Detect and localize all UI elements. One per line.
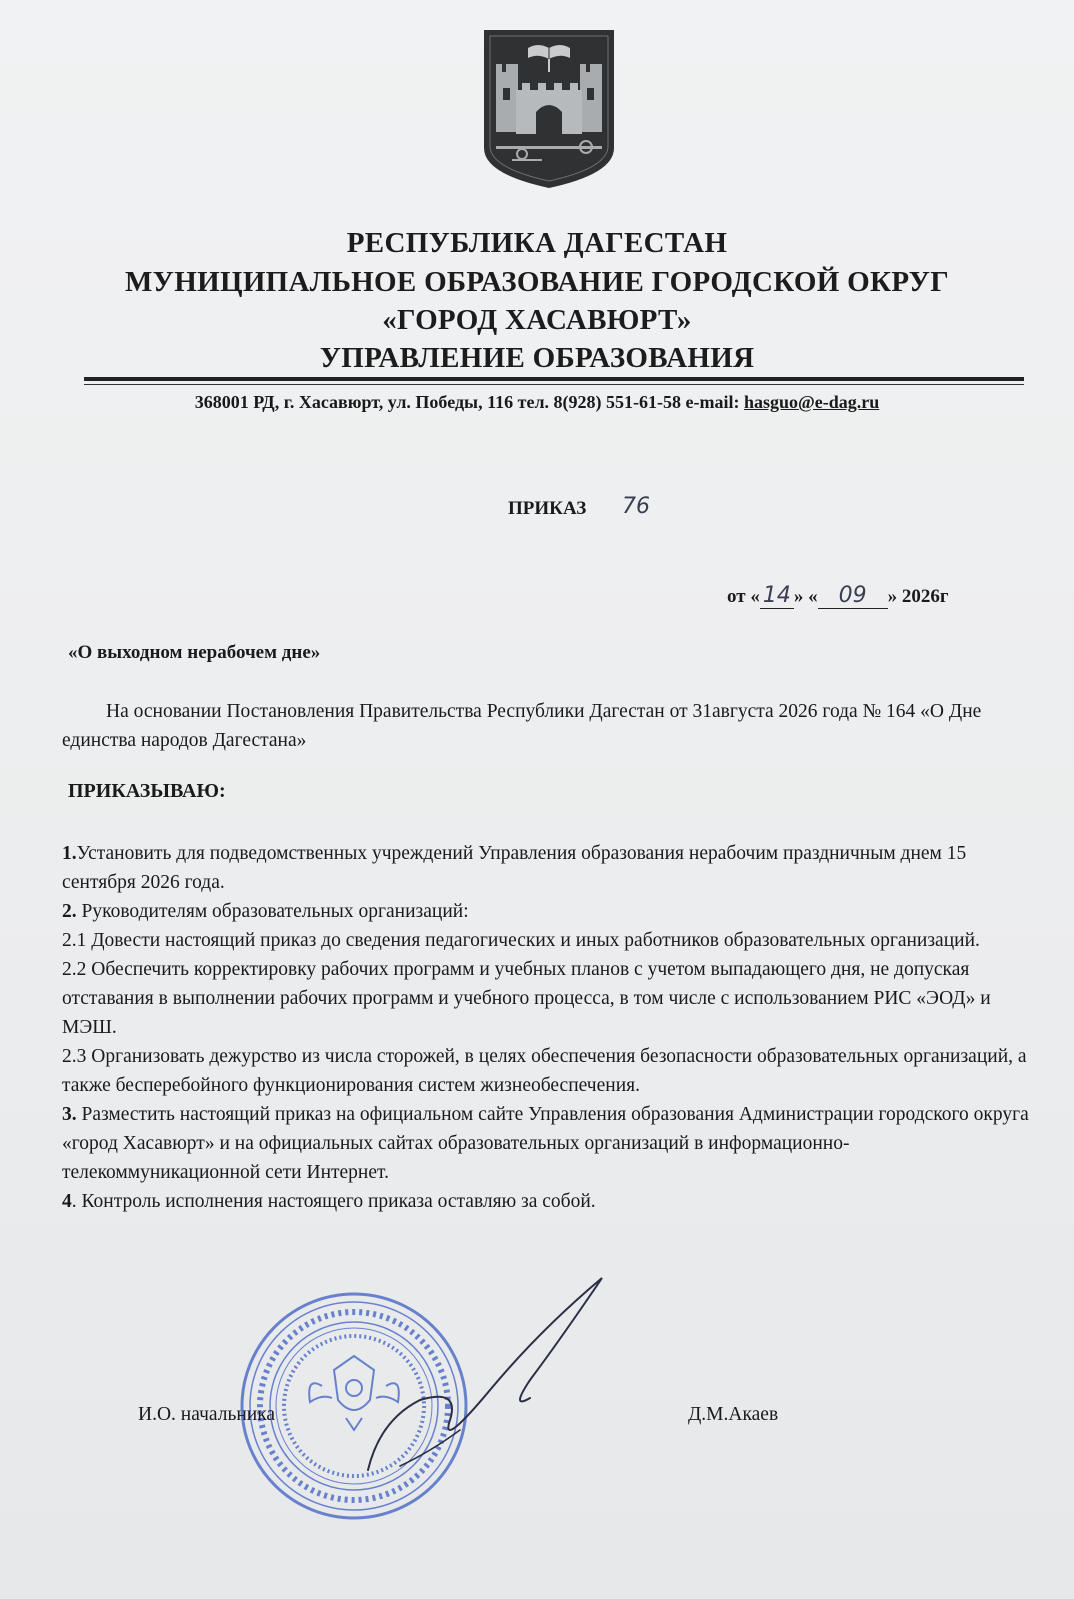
handwritten-signature <box>340 1270 640 1480</box>
order-subject: «О выходном нерабочем дне» <box>68 642 321 663</box>
address-text: 368001 РД, г. Хасавюрт, ул. Победы, 116 тел. 8(928) 551-61-58 e-mail: <box>194 392 744 412</box>
date-prefix: от « <box>727 586 760 607</box>
signatory-name: Д.М.Акаев <box>688 1404 779 1425</box>
order-item-2-1: 2.1 Довести настоящий приказ до сведения педагогических и иных работников образовательных организаций. <box>62 930 980 951</box>
header-divider-thin <box>84 384 1024 385</box>
signatory-title: И.О. начальника <box>138 1404 276 1425</box>
orders-heading: ПРИКАЗЫВАЮ: <box>68 780 226 802</box>
item-2-text: Руководителям образовательных организаций: <box>76 901 469 922</box>
header-municipality: МУНИЦИПАЛЬНОЕ ОБРАЗОВАНИЕ ГОРОДСКОЙ ОКРУГ <box>125 266 949 298</box>
order-item-3 <box>62 1100 1042 1187</box>
date-month-handwritten: 09 <box>818 583 888 609</box>
header-department: УПРАВЛЕНИЕ ОБРАЗОВАНИЯ <box>319 342 755 374</box>
date-separator: » « <box>793 586 818 607</box>
date-suffix: » 2026г <box>887 586 949 607</box>
order-item-2-2: 2.2 Обеспечить корректировку рабочих программ и учебных планов с учетом выпадающего дня, не допуская отставания в выполнении рабочих программ и учебного процесса, в том числе с использованием РИС «ЭОД» и МЭШ. <box>62 959 991 1038</box>
item-4-text: . Контроль исполнения настоящего приказа оставляю за собой. <box>71 1191 596 1212</box>
order-date <box>727 583 948 609</box>
item-1-text: Установить для подведомственных учреждений Управления образования нерабочим праздничным днем 15 сентября 2026 года. <box>62 843 967 893</box>
address-line <box>0 392 1074 413</box>
email-link[interactable]: hasguo@e-dag.ru <box>744 392 880 412</box>
order-basis-paragraph: На основании Постановления Правительства Республики Дагестан от 31августа 2026 года № 164 «О Дне единства народов Дагестана» <box>62 701 982 751</box>
order-item-2 <box>62 897 1042 926</box>
header-city: «ГОРОД ХАСАВЮРТ» <box>382 304 692 336</box>
item-3-text: Разместить настоящий приказ на официальном сайте Управления образования Администрации городского округа «город Хасавюрт» и на официальных сайтах образовательных организаций в информационно-телекоммуникационной сети Интернет. <box>62 1104 1029 1183</box>
header-divider-thick <box>84 377 1024 381</box>
city-coat-of-arms-emblem <box>482 28 616 190</box>
item-3-number: 3. <box>62 1104 77 1125</box>
order-items <box>62 839 1042 1216</box>
item-1-number: 1. <box>62 843 77 864</box>
header-republic: РЕСПУБЛИКА ДАГЕСТАН <box>346 227 728 259</box>
order-item-1 <box>62 839 1042 897</box>
item-4-number: 4 <box>62 1191 72 1212</box>
item-2-number: 2. <box>62 901 77 922</box>
order-title: ПРИКАЗ <box>508 498 587 519</box>
order-item-4 <box>62 1187 1042 1216</box>
order-number-handwritten: 76 <box>622 494 650 519</box>
order-item-2-3: 2.3 Организовать дежурство из числа сторожей, в целях обеспечения безопасности образовательных организаций, а также бесперебойного функционирования систем жизнеобеспечения. <box>62 1046 1027 1096</box>
date-day-handwritten: 14 <box>760 583 794 609</box>
